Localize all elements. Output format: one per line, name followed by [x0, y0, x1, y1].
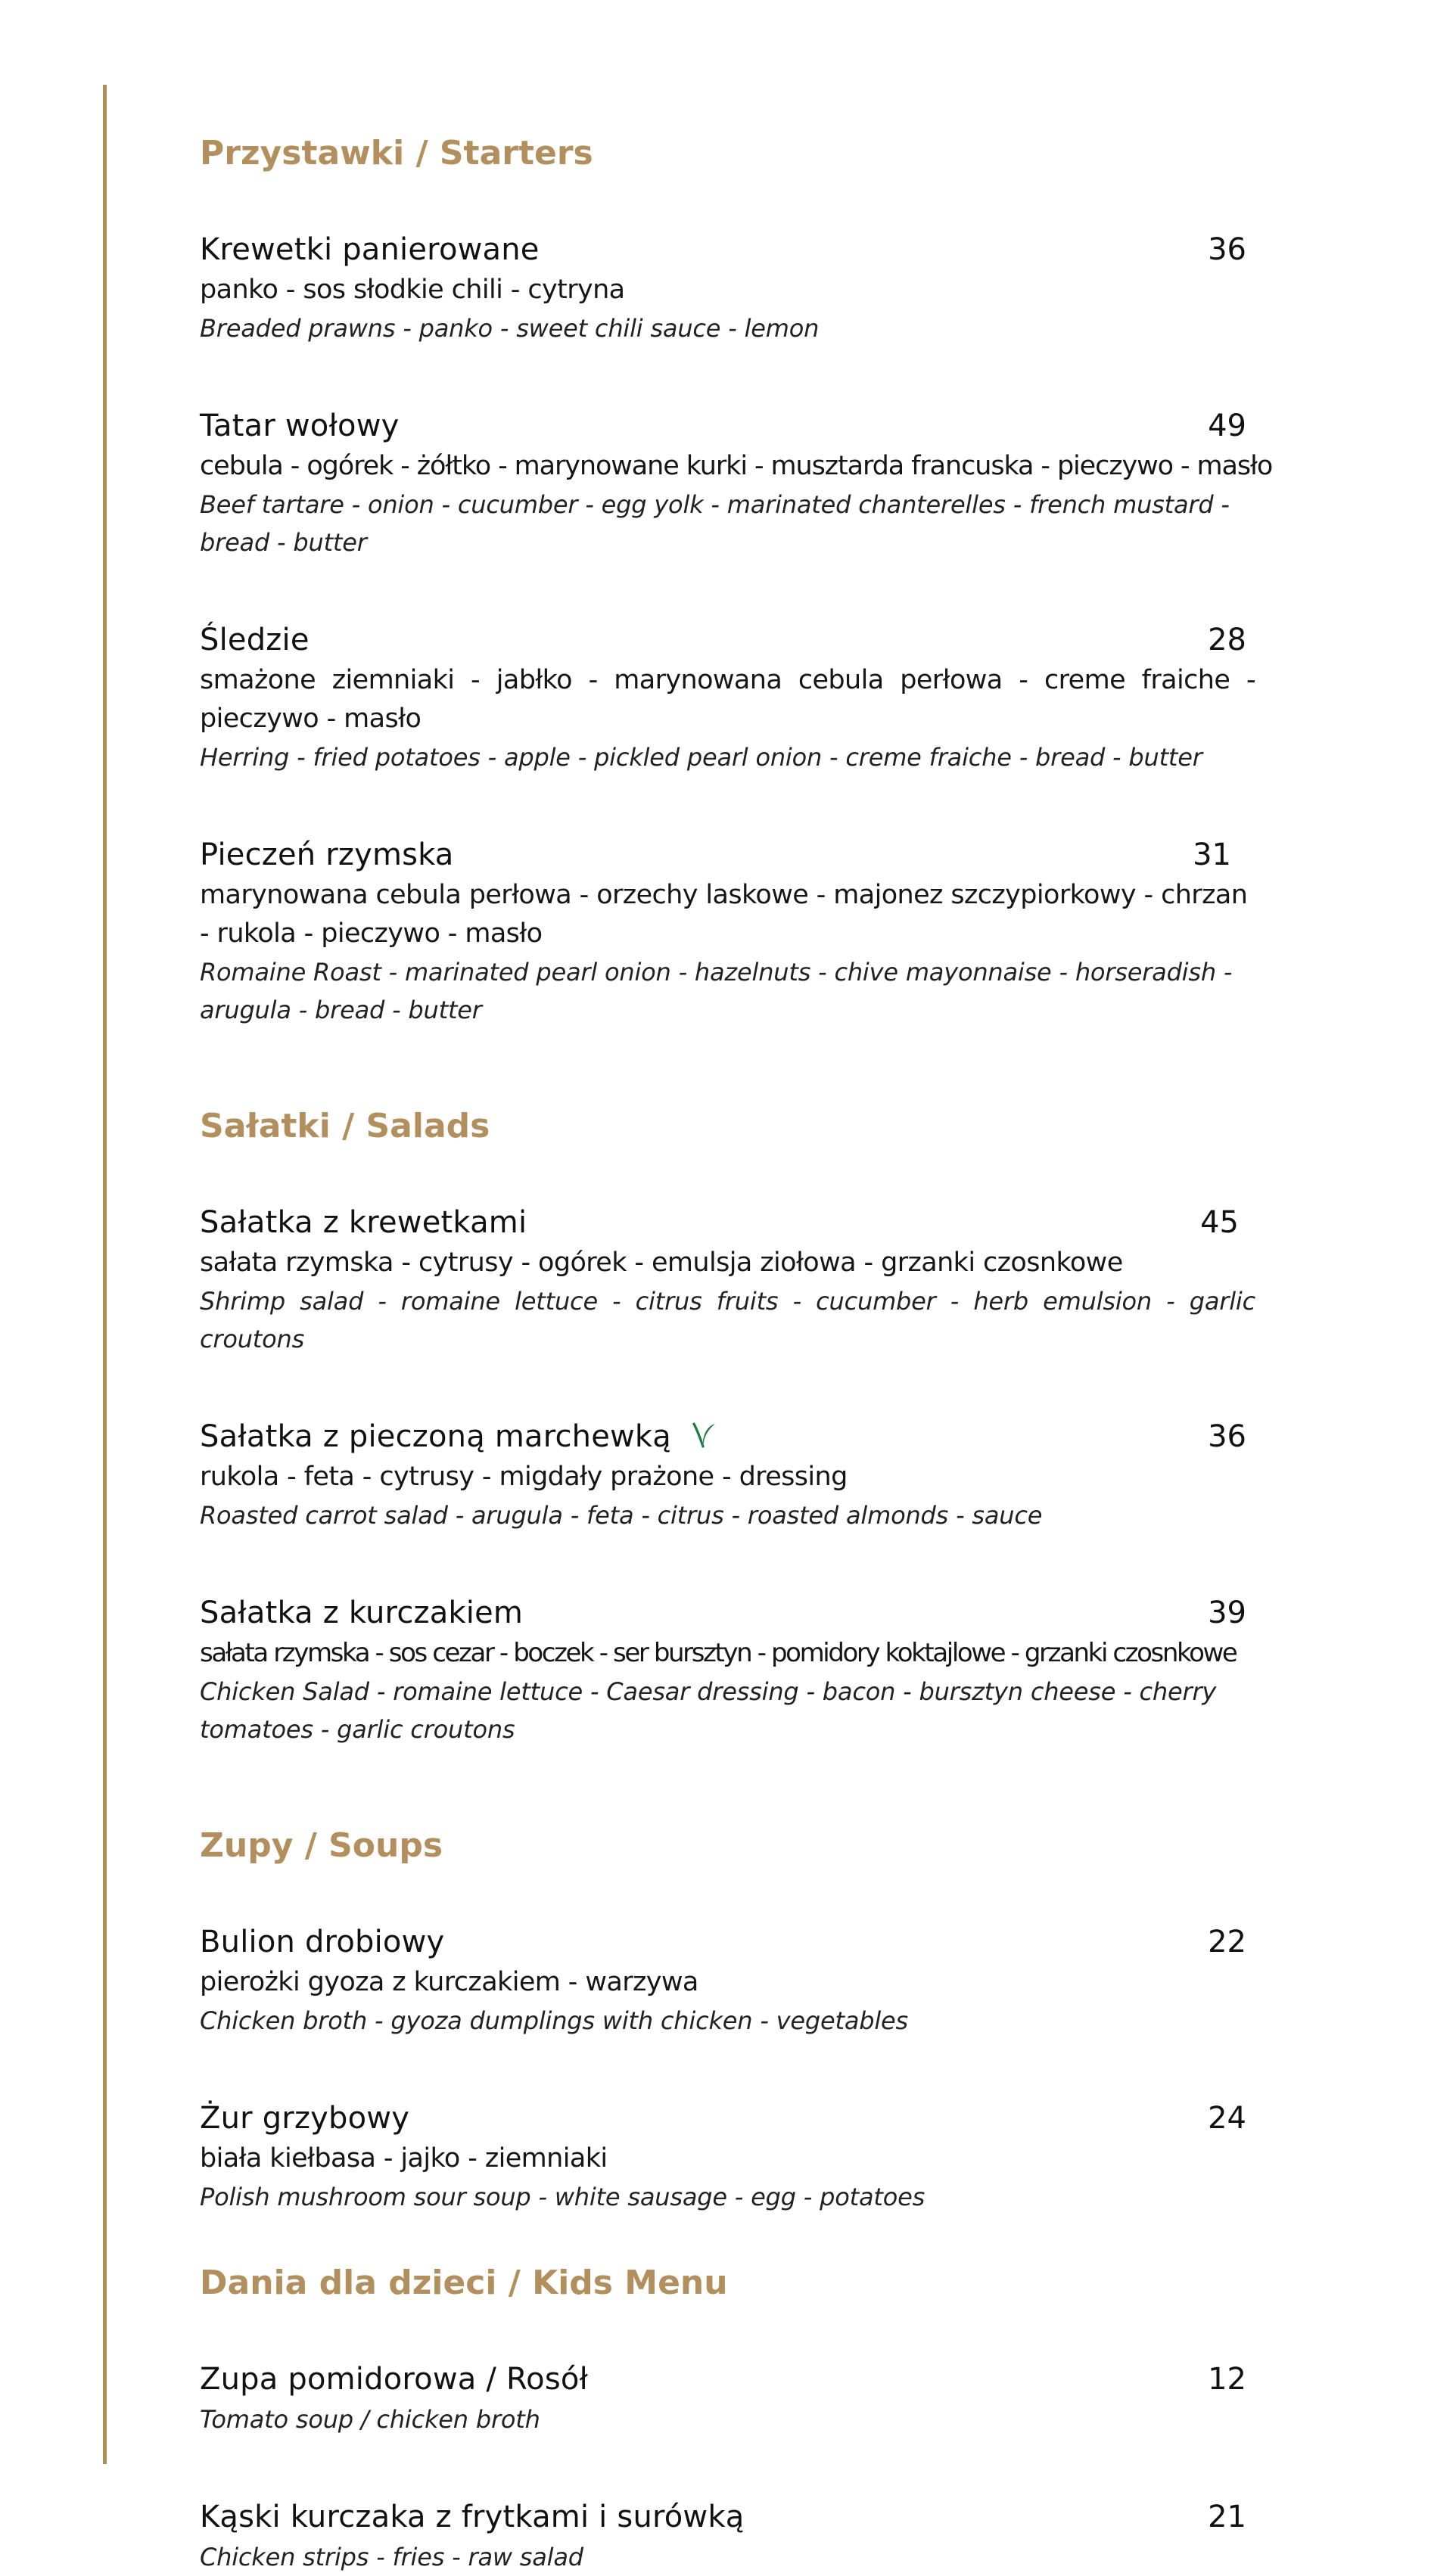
item-name: Kąski kurczaka z frytkami i surówką	[200, 2500, 745, 2534]
item-description-en: Polish mushroom sour soup - white sausage - egg - potatoes	[200, 2183, 925, 2211]
section-title-kids-menu: Dania dla dzieci / Kids Menu	[200, 2264, 728, 2302]
item-description-pl: cebula - ogórek - żółtko - marynowane kurki - musztarda francuska - pieczywo - masło	[200, 451, 1273, 481]
item-description-pl: panko - sos słodkie chili - cytryna	[200, 275, 625, 305]
menu-item	[200, 2097, 1255, 2216]
section-title-starters: Przystawki / Starters	[200, 134, 593, 172]
item-description-en: Beef tartare - onion - cucumber - egg yolk - marinated chanterelles - french mustard - bread - butter	[200, 490, 1230, 557]
menu-item	[200, 2358, 1255, 2438]
item-name: Tatar wołowy	[200, 409, 400, 443]
item-description-pl: pierożki gyoza z kurczakiem - warzywa	[200, 1967, 698, 1997]
item-price: 36	[1208, 1419, 1246, 1454]
item-description-en: Shrimp salad - romaine lettuce - citrus fruits - cucumber - herb emulsion - garlic croutons	[200, 1287, 1255, 1353]
item-description-en: Tomato soup / chicken broth	[200, 2405, 540, 2434]
menu-item	[200, 619, 1255, 776]
item-description-en: Chicken broth - gyoza dumplings with chicken - vegetables	[200, 2006, 909, 2035]
menu-item	[200, 1921, 1255, 2040]
item-description-pl: smażone ziemniaki - jabłko - marynowana cebula perłowa - creme fraiche - pieczywo - masło	[200, 665, 1255, 734]
item-description-pl: marynowana cebula perłowa - orzechy laskowe - majonez szczypiorkowy - chrzan - rukola - pieczywo - masło	[200, 880, 1248, 949]
item-name: Sałatka z pieczoną marchewką	[200, 1419, 672, 1454]
decorative-vertical-line	[103, 85, 107, 2464]
item-description-en: Romaine Roast - marinated pearl onion - hazelnuts - chive mayonnaise - horseradish - arugula - bread - butter	[200, 958, 1233, 1024]
item-description-pl: rukola - feta - cytrusy - migdały prażone - dressing	[200, 1462, 848, 1492]
menu-item	[200, 1415, 1255, 1534]
section-title-salads: Sałatki / Salads	[200, 1107, 490, 1145]
item-price: 28	[1208, 623, 1246, 657]
item-name: Krewetki panierowane	[200, 232, 540, 267]
item-description-en: Roasted carrot salad - arugula - feta - citrus - roasted almonds - sauce	[200, 1501, 1043, 1530]
vegetarian-leaf-icon	[689, 1419, 718, 1450]
section-title-soups: Zupy / Soups	[200, 1826, 443, 1865]
item-price: 49	[1208, 409, 1246, 443]
item-price: 45	[1200, 1205, 1239, 1240]
item-description-pl: sałata rzymska - sos cezar - boczek - ser bursztyn - pomidory koktajlowe - grzanki czosnkowe	[200, 1638, 1237, 1668]
item-price: 39	[1208, 1596, 1246, 1630]
menu-item	[200, 228, 1255, 347]
item-price: 31	[1193, 837, 1231, 872]
item-name-wrap	[200, 1415, 718, 1458]
item-name: Pieczeń rzymska	[200, 837, 454, 872]
item-price: 21	[1208, 2500, 1246, 2534]
item-description-en: Chicken Salad - romaine lettuce - Caesar dressing - bacon - bursztyn cheese - cherry tomatoes - garlic croutons	[200, 1677, 1217, 1744]
item-name: Zupa pomidorowa / Rosół	[200, 2362, 589, 2397]
item-name: Śledzie	[200, 623, 310, 657]
item-price: 24	[1208, 2101, 1246, 2136]
item-description-pl: biała kiełbasa - jajko - ziemniaki	[200, 2143, 608, 2174]
item-description-en: Herring - fried potatoes - apple - pickled pearl onion - creme fraiche - bread - butter	[200, 743, 1202, 772]
item-description-en: Breaded prawns - panko - sweet chili sauce - lemon	[200, 314, 820, 343]
menu-item	[200, 1592, 1255, 1748]
item-name: Bulion drobiowy	[200, 1925, 445, 1959]
item-description-en: Chicken strips - fries - raw salad	[200, 2543, 583, 2571]
menu-item	[200, 2496, 1255, 2576]
menu-item	[200, 1201, 1255, 1358]
item-name: Sałatka z krewetkami	[200, 1205, 527, 1240]
item-description-pl: sałata rzymska - cytrusy - ogórek - emulsja ziołowa - grzanki czosnkowe	[200, 1248, 1123, 1278]
item-name: Sałatka z kurczakiem	[200, 1596, 524, 1630]
menu-item	[200, 834, 1255, 1029]
item-price: 36	[1208, 232, 1246, 267]
item-name: Żur grzybowy	[200, 2101, 410, 2136]
menu-content	[200, 129, 1273, 2576]
item-price: 12	[1208, 2362, 1246, 2397]
menu-item	[200, 405, 1273, 561]
item-price: 22	[1208, 1925, 1246, 1959]
